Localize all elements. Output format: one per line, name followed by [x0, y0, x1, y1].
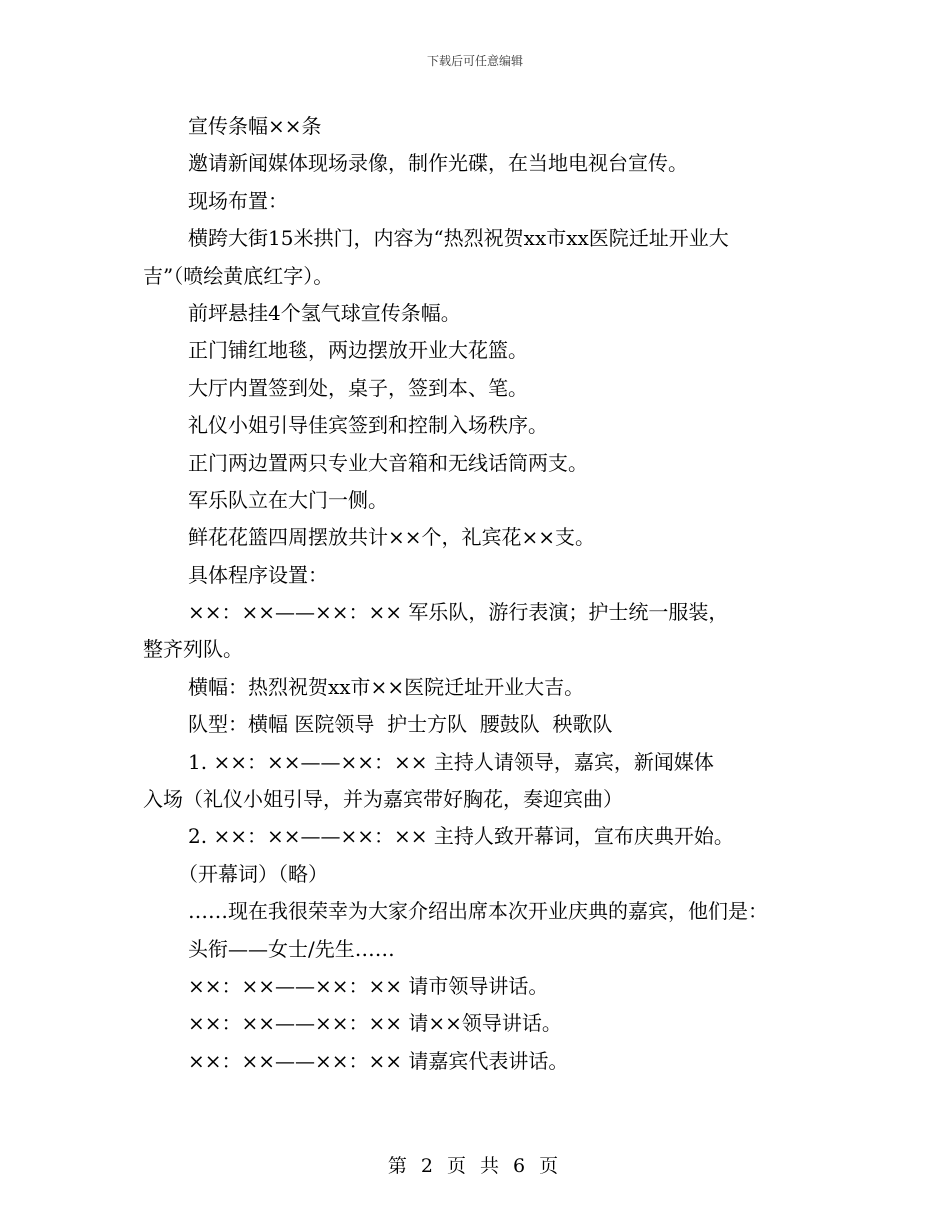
- section-heading: 现场布置：: [188, 188, 288, 213]
- paragraph-line: ……现在我很荣幸为大家介绍出席本次开业庆典的嘉宾，他们是：: [188, 899, 768, 924]
- paragraph-line: ××：××——××：×× 请市领导讲话。: [188, 973, 549, 998]
- paragraph-line: 军乐队立在大门一侧。: [188, 487, 388, 512]
- page-header: 下载后可任意编辑: [426, 54, 523, 68]
- paragraph-line: ××：××——××：×× 军乐队，游行表演；护士统一服装，: [188, 600, 729, 625]
- paragraph-line: 1. ××：××——××：×× 主持人请领导，嘉宾，新闻媒体: [188, 749, 714, 774]
- paragraph-line: 2. ××：××——××：×× 主持人致开幕词，宣布庆典开始。: [188, 824, 734, 849]
- paragraph-line: 头衔——女士/先生……: [188, 936, 395, 961]
- paragraph-line: 邀请新闻媒体现场录像，制作光碟，在当地电视台宣传。: [188, 151, 688, 176]
- section-heading: 具体程序设置：: [188, 562, 328, 587]
- paragraph-line: ××：××——××：×× 请嘉宾代表讲话。: [188, 1048, 569, 1073]
- page-number-footer: 第 2 页 共 6 页: [387, 1155, 563, 1177]
- paragraph-continuation: 入场（礼仪小姐引导，并为嘉宾带好胸花，奏迎宾曲）: [143, 787, 623, 812]
- paragraph-line: 正门两边置两只专业大音箱和无线话筒两支。: [188, 450, 588, 475]
- paragraph-continuation: 整齐列队。: [143, 637, 243, 662]
- paragraph-line: 大厅内置签到处，桌子，签到本、笔。: [188, 375, 528, 400]
- paragraph-line: 前坪悬挂4个氢气球宣传条幅。: [188, 300, 461, 325]
- paragraph-line: 队型：横幅 医院领导 护士方队 腰鼓队 秧歌队: [188, 712, 613, 737]
- paragraph-line: 礼仪小姐引导佳宾签到和控制入场秩序。: [188, 413, 548, 438]
- paragraph-line: ××：××——××：×× 请××领导讲话。: [188, 1011, 562, 1036]
- paragraph-continuation: 吉”（喷绘黄底红字）。: [143, 263, 334, 288]
- paragraph-line: 鲜花花篮四周摆放共计××个，礼宾花××支。: [188, 525, 596, 550]
- paragraph-line: 宣传条幅××条: [188, 114, 322, 138]
- paragraph-line: 横跨大街15米拱门，内容为“热烈祝贺xx市xx医院迁址开业大: [188, 226, 729, 251]
- document-body: [143, 108, 808, 1080]
- paragraph-line: 正门铺红地毯，两边摆放开业大花篮。: [188, 338, 528, 363]
- paragraph-line: 横幅：热烈祝贺xx市××医院迁址开业大吉。: [188, 674, 585, 699]
- paragraph-line: （开幕词）（略）: [178, 861, 328, 886]
